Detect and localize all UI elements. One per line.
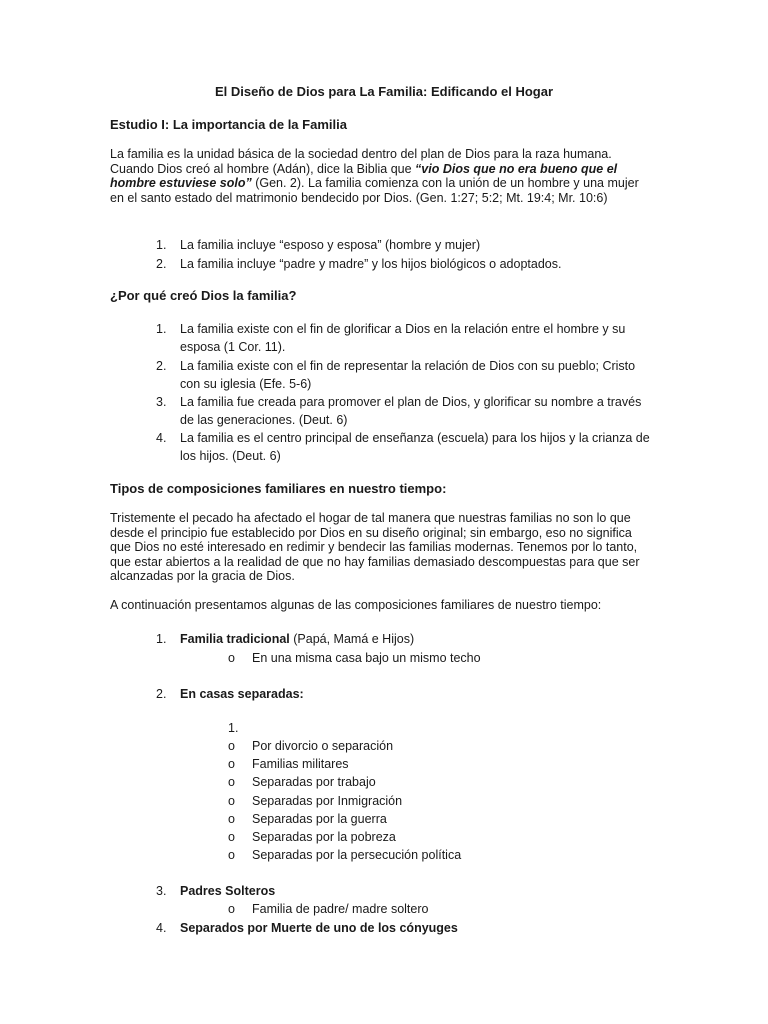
list-number: 1. xyxy=(156,322,167,336)
types-paragraph: Tristemente el pecado ha afectado el hogar de tal manera que nuestras familias no son lo que desde el principio fue establecido por Dios en su diseño original; sin embargo, eso no significa que Dios no esté interesado en redimir y bendecir las familias modernas. Tenemos por lo tanto, que estar abiertos a la realidad de que no hay familias demasiado descompuestas para que ser alcanzadas por la gracia de Dios. xyxy=(110,511,640,584)
bullet-icon: o xyxy=(228,794,235,808)
list-text: La familia fue creada para promover el plan de Dios, y glorificar su nombre a través de las generaciones. (Deut. 6) xyxy=(180,395,642,428)
list-text: La familia es el centro principal de enseñanza (escuela) para los hijos y la crianza de los hijos. (Deut. 6) xyxy=(180,431,650,464)
list-item xyxy=(156,919,656,937)
list-text xyxy=(180,882,656,900)
sub-list-item xyxy=(228,900,428,918)
list-item xyxy=(156,630,656,648)
list-number: 3. xyxy=(156,395,167,409)
bullet-icon: o xyxy=(228,848,235,862)
list-item xyxy=(156,685,656,703)
sub-list-item xyxy=(228,755,349,773)
sub-list-text: Familias militares xyxy=(252,757,349,771)
list-number: 3. xyxy=(156,884,167,898)
intro-quote: “vio Dios que no era bueno que el hombre estuviese solo” xyxy=(110,161,618,191)
list-number: 2. xyxy=(156,257,167,271)
sub-list-number: 1. xyxy=(228,721,239,735)
list-number: 2. xyxy=(156,359,167,373)
list-text: La familia incluye “esposo y esposa” (hombre y mujer) xyxy=(180,238,481,252)
list-item xyxy=(156,882,656,900)
bullet-icon: o xyxy=(228,757,235,771)
list-text xyxy=(180,630,656,648)
list-text xyxy=(180,919,656,937)
sub-list-text: En una misma casa bajo un mismo techo xyxy=(252,651,481,665)
list-text xyxy=(180,685,656,703)
sub-list-text: Familia de padre/ madre soltero xyxy=(252,902,429,916)
sub-list-item xyxy=(228,737,393,755)
sub-list-text: Separadas por la pobreza xyxy=(252,830,396,844)
list-bold-label: En casas separadas: xyxy=(180,687,304,701)
sub-list-item xyxy=(228,828,396,846)
bullet-icon: o xyxy=(228,739,235,753)
why-heading: ¿Por qué creó Dios la familia? xyxy=(110,288,297,303)
bullet-icon: o xyxy=(228,830,235,844)
document-title: El Diseño de Dios para La Familia: Edificando el Hogar xyxy=(214,84,554,99)
list-item xyxy=(156,255,656,273)
list-number: 4. xyxy=(156,921,167,935)
list-number: 2. xyxy=(156,687,167,701)
sub-list-item xyxy=(228,810,387,828)
sub-list-item xyxy=(228,649,481,667)
intro-text-1: La familia es la unidad básica de la sociedad dentro del plan de Dios para la raza humana. Cuando Dios creó al hombre (Adán), dice la Biblia que xyxy=(110,147,612,176)
sub-list-text: Separadas por la persecución política xyxy=(252,848,462,862)
list-rest-text: (Papá, Mamá e Hijos) xyxy=(289,632,415,646)
bullet-icon: o xyxy=(228,812,235,826)
list-text: La familia existe con el fin de representar la relación de Dios con su pueblo; Cristo con su iglesia (Efe. 5-6) xyxy=(180,359,636,392)
list-item xyxy=(156,320,656,356)
intro-text-2: (Gen. 2). La familia comienza con la unión de un hombre y una mujer en el santo estado del matrimonio bendecido por Dios. (Gen. 1:27; 5:2; Mt. 19:4; Mr. 10:6) xyxy=(110,176,639,205)
sub-list-item xyxy=(228,846,461,864)
sub-list-text: Separadas por la guerra xyxy=(252,812,387,826)
list-item xyxy=(156,357,656,393)
list-item xyxy=(156,393,656,429)
sub-list-item xyxy=(228,792,402,810)
sub-list-text: Por divorcio o separación xyxy=(252,739,394,753)
list-item xyxy=(156,429,656,465)
sub-list-text: Separadas por trabajo xyxy=(252,775,376,789)
list-number: 4. xyxy=(156,431,167,445)
types-heading: Tipos de composiciones familiares en nuestro tiempo: xyxy=(110,481,447,496)
continuation-paragraph: A continuación presentamos algunas de las composiciones familiares de nuestro tiempo: xyxy=(110,598,602,612)
sub-list-item xyxy=(228,773,376,791)
list-number: 1. xyxy=(156,632,167,646)
list-text: La familia incluye “padre y madre” y los hijos biológicos o adoptados. xyxy=(180,257,562,271)
list-bold-label: Familia tradicional xyxy=(180,632,290,646)
bullet-icon: o xyxy=(228,902,235,916)
study-heading: Estudio I: La importancia de la Familia xyxy=(110,117,347,132)
list-bold-label: Separados por Muerte de uno de los cónyuges xyxy=(180,921,458,935)
bullet-icon: o xyxy=(228,651,235,665)
intro-paragraph xyxy=(110,147,650,205)
bullet-icon: o xyxy=(228,775,235,789)
list-number: 1. xyxy=(156,238,167,252)
list-item xyxy=(156,236,656,254)
list-bold-label: Padres Solteros xyxy=(180,884,276,898)
sub-list-text: Separadas por Inmigración xyxy=(252,794,403,808)
list-text: La familia existe con el fin de glorificar a Dios en la relación entre el hombre y su esposa (1 Cor. 11). xyxy=(180,322,626,355)
